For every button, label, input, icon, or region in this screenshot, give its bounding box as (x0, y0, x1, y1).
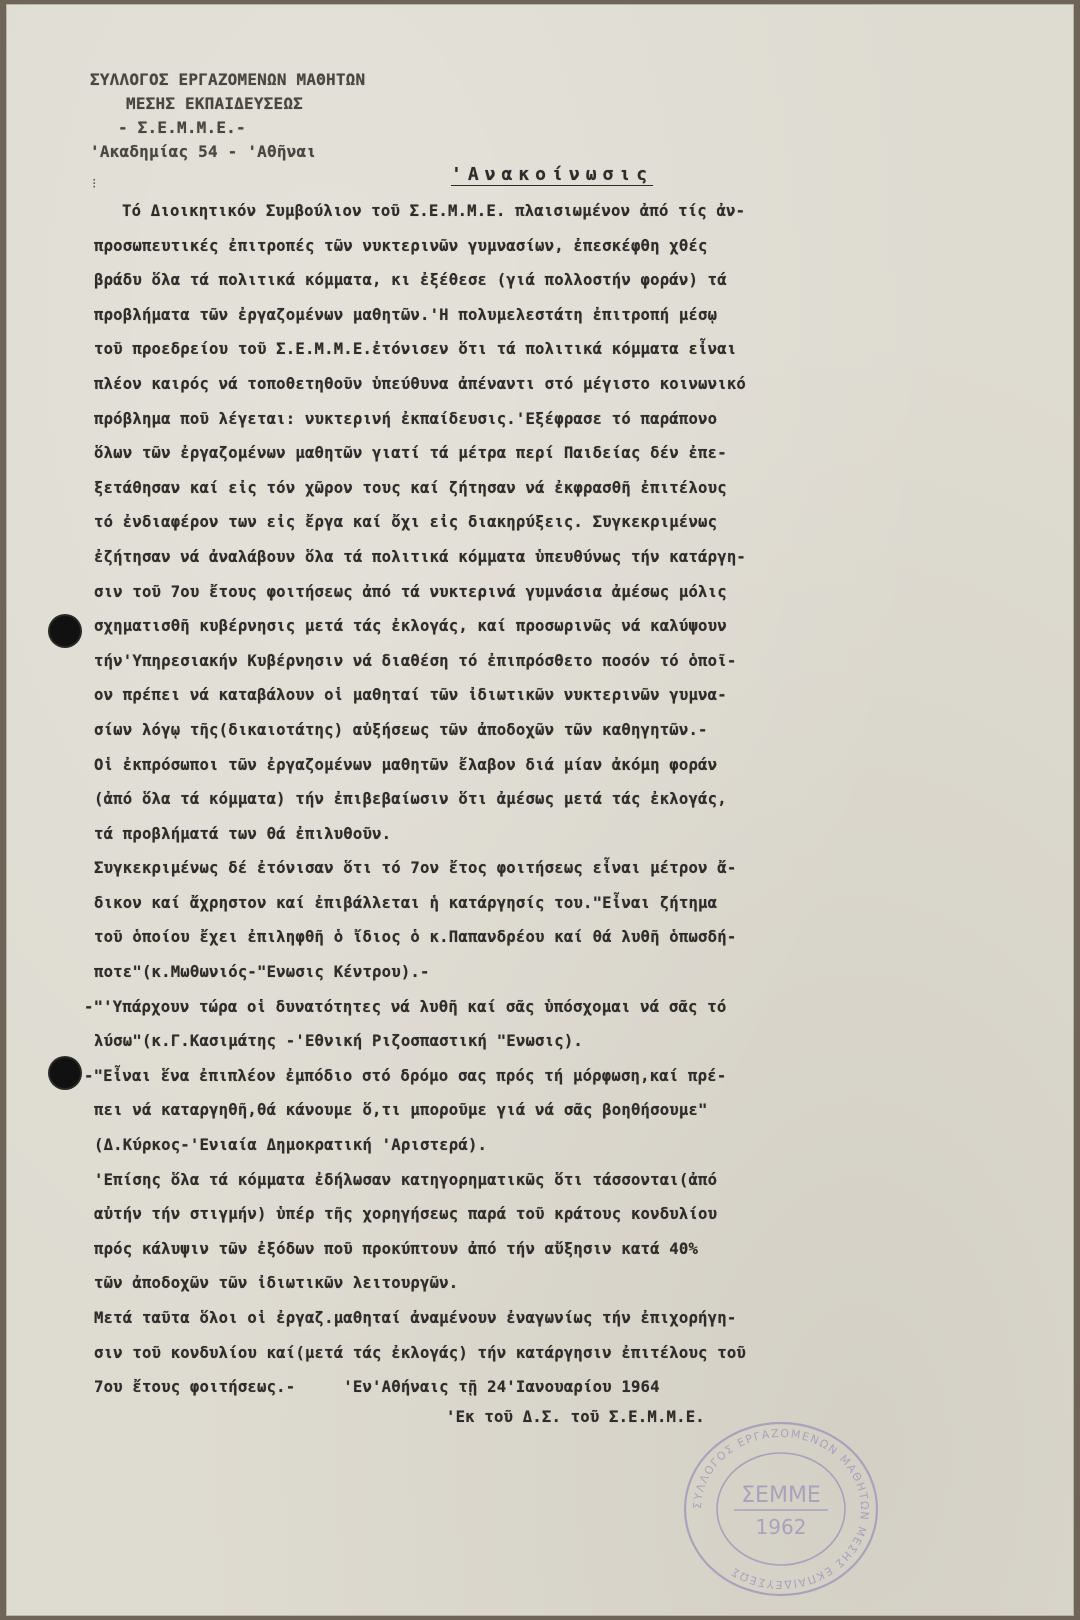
body-line: δικον καί ἄχρηστον καί ἐπιβάλλεται ἡ κατάργησίς του."Εἶναι ζήτημα (94, 893, 718, 912)
stamp-ring-text: ΣΥΛΛΟΓΟΣ ΕΡΓΑΖΟΜΕΝΩΝ ΜΑΘΗΤΩΝ ΜΕΣΗΣ ΕΚΠΑΙΔΕΥΣΕΩΣ (690, 1426, 872, 1592)
letterhead-line: - Σ.Ε.Μ.Μ.Ε.- (118, 118, 246, 137)
body-line: τό ἐνδιαφέρον των εἰς ἔργα καί ὄχι εἰς διακηρύξεις. Συγκεκριμένως (94, 513, 718, 532)
body-line: προβλήματα τῶν ἐργαζομένων μαθητῶν.'Η πολυμελεστάτη ἐπιτροπή μέσῳ (94, 305, 718, 324)
body-line: λύσω"(κ.Γ.Κασιμάτης -'Εθνική Ριζοσπαστική "Ενωσις). (94, 1032, 583, 1051)
punch-hole (50, 616, 80, 646)
svg-text:ΣΥΛΛΟΓΟΣ ΕΡΓΑΖΟΜΕΝΩΝ ΜΑΘΗΤΩΝ Μ (691, 1427, 871, 1591)
body-line: πλέον καιρός νά τοποθετηθοῦν ὑπεύθυνα ἀπέναντι στό μέγιστο κοινωνικό (94, 374, 746, 393)
body-line: 'Επίσης ὅλα τά κόμματα ἐδήλωσαν κατηγορηματικῶς ὅτι τάσσονται(ἀπό (94, 1170, 718, 1189)
body-line: σιν τοῦ κονδυλίου καί(μετά τάς ἐκλογάς) τήν κατάργησιν ἐπιτέλους τοῦ (94, 1343, 746, 1362)
margin-mark-icon: ⁝ (92, 176, 97, 192)
body-line: αὐτήν τήν στιγμήν) ὑπέρ τῆς χορηγήσεως παρά τοῦ κράτους κονδυλίου (94, 1205, 718, 1224)
body-line: πει νά καταργηθῆ,θά κάνουμε ὅ,τι μποροῦμε γιά νά σᾶς βοηθήσουμε" (94, 1101, 708, 1120)
body-line: τοῦ προεδρείου τοῦ Σ.Ε.Μ.Μ.Ε.ἐτόνισεν ὅτι τά πολιτικά κόμματα εἶναι (94, 340, 737, 359)
body-line: -"'Υπάρχουν τώρα οἱ δυνατότητες νά λυθῆ καί σᾶς ὑπόσχομαι νά σᾶς τό (84, 997, 727, 1016)
stamp-seal (676, 1416, 886, 1602)
announcement-title: 'Ανακοίνωσις (451, 164, 654, 185)
body-line: πρόβλημα ποῦ λέγεται: νυκτερινή ἐκπαίδευσις.'Εξέφρασε τό παράπονο (94, 409, 718, 428)
body-line: τήν'Υπηρεσιακήν Κυβέρνησιν νά διαθέση τό ἐπιπρόσθετο ποσόν τό ὁποῖ- (94, 651, 737, 670)
announcement-body (84, 194, 1054, 1405)
body-line: 7ου ἔτους φοιτήσεως.- 'Εν'Αθήναις τῇ 24'Ιανουαρίου 1964 (94, 1378, 660, 1397)
letterhead-address: 'Ακαδημίας 54 - 'Αθῆναι (90, 142, 317, 161)
body-line: ξετάθησαν καί εἰς τόν χῶρον τους καί ζήτησαν νά ἐκφρασθῆ ἐπιτέλους (94, 478, 727, 497)
body-line: Μετά ταῦτα ὅλοι οἱ ἐργαζ.μαθηταί ἀναμένουν ἐναγωνίως τήν ἐπιχορήγη- (94, 1309, 737, 1327)
body-line: ον πρέπει νά καταβάλουν οἱ μαθηταί τῶν ἰδιωτικῶν νυκτερινῶν γυμνα- (94, 686, 727, 705)
body-line: (Δ.Κύρκος-'Ενιαία Δημοκρατική 'Αριστερά). (94, 1136, 488, 1155)
body-line: πρός κάλυψιν τῶν ἐξόδων ποῦ προκύπτουν ἀπό τήν αὔξησιν κατά 40% (94, 1239, 699, 1258)
body-line: τά προβλήματά των θά ἐπιλυθοῦν. (94, 824, 392, 843)
body-line: Συγκεκριμένως δέ ἐτόνισαν ὅτι τό 7ον ἔτος φοιτήσεως εἶναι μέτρον ἄ- (94, 859, 737, 878)
letterhead-line: ΣΥΛΛΟΓΟΣ ΕΡΓΑΖΟΜΕΝΩΝ ΜΑΘΗΤΩΝ (90, 70, 366, 89)
body-line: σιν τοῦ 7ου ἔτους φοιτήσεως ἀπό τά νυκτερινά γυμνάσια ἀμέσως μόλις (94, 582, 727, 601)
body-line: (ἀπό ὅλα τά κόμματα) τήν ἐπιβεβαίωσιν ὅτι ἀμέσως μετά τάς ἐκλογάς, (94, 790, 727, 809)
body-line: τῶν ἀποδοχῶν τῶν ἰδιωτικῶν λειτουργῶν. (94, 1274, 459, 1293)
document-page (6, 4, 1074, 1616)
body-line: τοῦ ὁποίου ἔχει ἐπιληφθῆ ὁ ἴδιος ὁ κ.Παπανδρέου καί θά λυθῆ ὁπωσδή- (94, 928, 737, 947)
body-line: σχηματισθῆ κυβέρνησις μετά τάς ἐκλογάς, καί προσωρινῶς νά καλύψουν (94, 617, 727, 636)
body-line: προσωπευτικές ἐπιτροπές τῶν νυκτερινῶν γυμνασίων, ἐπεσκέφθη χθές (94, 236, 708, 255)
body-line: βράδυ ὅλα τά πολιτικά κόμματα, κι ἐξέθεσε (γιά πολλοστήν φοράν) τά (94, 271, 727, 290)
punch-hole (50, 1058, 80, 1088)
body-line: ἐζήτησαν νά ἀναλάβουν ὅλα τά πολιτικά κόμματα ὑπευθύνως τήν κατάργη- (94, 547, 746, 566)
stamp-year: 1962 (755, 1515, 807, 1539)
letterhead-line: ΜΕΣΗΣ ΕΚΠΑΙΔΕΥΣΕΩΣ (126, 94, 303, 113)
body-line: Οἱ ἐκπρόσωποι τῶν ἐργαζομένων μαθητῶν ἔλαβον διά μίαν ἀκόμη φοράν (94, 755, 718, 774)
body-line: σίων λόγῳ τῆς(δικαιοτάτης) αὐξήσεως τῶν ἀποδοχῶν τῶν καθηγητῶν.- (94, 720, 708, 739)
signature-line: 'Εκ τοῦ Δ.Σ. τοῦ Σ.Ε.Μ.Μ.Ε. (446, 1408, 705, 1426)
body-line: Τό Διοικητικόν Συμβούλιον τοῦ Σ.Ε.Μ.Μ.Ε. πλαισιωμένον ἀπό τίς ἀν- (122, 202, 746, 220)
stamp-center-text: ΣΕΜΜΕ (741, 1483, 821, 1508)
letterhead (90, 68, 365, 164)
body-line: ποτε"(κ.Μωθωνιός-"Ενωσις Κέντρου).- (94, 963, 430, 982)
body-line: -"Εἶναι ἕνα ἐπιπλέον ἐμπόδιο στό δρόμο σας πρός τή μόρφωση,καί πρέ- (84, 1066, 727, 1085)
body-line: ὅλων τῶν ἐργαζομένων μαθητῶν γιατί τά μέτρα περί Παιδείας δέν ἐπε- (94, 444, 727, 463)
